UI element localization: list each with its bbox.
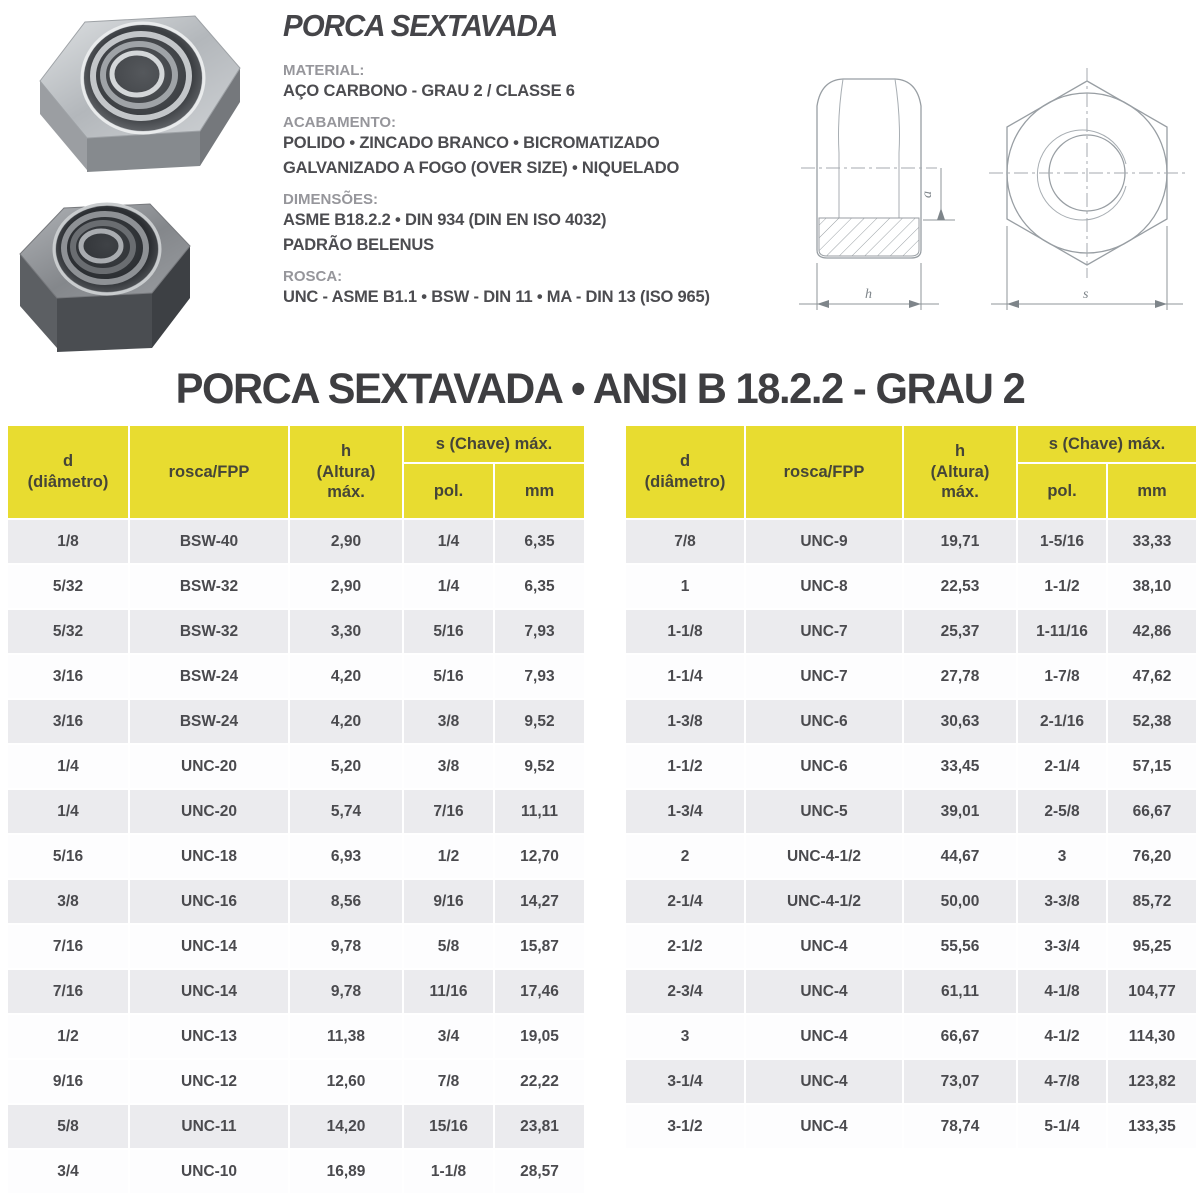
table-row	[8, 1015, 584, 1058]
cell-altura: 2,90	[290, 520, 402, 563]
cell-diameter: 2-3/4	[626, 970, 744, 1013]
cell-rosca: UNC-5	[746, 790, 902, 833]
cell-pol: 4-1/2	[1018, 1015, 1106, 1058]
cell-altura: 55,56	[904, 925, 1016, 968]
cell-pol: 9/16	[404, 880, 493, 923]
table-row	[8, 1105, 584, 1148]
cell-pol: 3	[1018, 835, 1106, 878]
right-table-body	[626, 520, 1196, 1148]
cell-mm: 52,38	[1108, 700, 1196, 743]
cell-altura: 4,20	[290, 700, 402, 743]
table-row	[8, 565, 584, 608]
product-photos	[0, 0, 270, 360]
cell-pol: 4-7/8	[1018, 1060, 1106, 1103]
cell-mm: 7,93	[495, 655, 584, 698]
thread-line: UNC - ASME B1.1 • BSW - DIN 11 • MA - DIN 13 (ISO 965)	[283, 287, 710, 306]
cell-diameter: 1/4	[8, 790, 128, 833]
cell-diameter: 1	[626, 565, 744, 608]
cell-rosca: UNC-11	[130, 1105, 288, 1148]
cell-mm: 17,46	[495, 970, 584, 1013]
cell-rosca: UNC-13	[130, 1015, 288, 1058]
cell-pol: 1/4	[404, 565, 493, 608]
table-row	[626, 835, 1196, 878]
cell-mm: 33,33	[1108, 520, 1196, 563]
table-row	[8, 745, 584, 788]
cell-rosca: UNC-4	[746, 970, 902, 1013]
table-row	[626, 1105, 1196, 1148]
cell-altura: 50,00	[904, 880, 1016, 923]
cell-altura: 19,71	[904, 520, 1016, 563]
cell-mm: 66,67	[1108, 790, 1196, 833]
cell-rosca: UNC-4-1/2	[746, 835, 902, 878]
cell-rosca: BSW-32	[130, 610, 288, 653]
cell-altura: 8,56	[290, 880, 402, 923]
cell-diameter: 2-1/4	[626, 880, 744, 923]
cell-altura: 11,38	[290, 1015, 402, 1058]
material-label: MATERIAL:	[283, 62, 365, 79]
cell-pol: 5/8	[404, 925, 493, 968]
cell-pol: 3-3/8	[1018, 880, 1106, 923]
cell-diameter: 3-1/4	[626, 1060, 744, 1103]
cell-altura: 39,01	[904, 790, 1016, 833]
cell-pol: 2-5/8	[1018, 790, 1106, 833]
cell-diameter: 9/16	[8, 1060, 128, 1103]
cell-rosca: UNC-9	[746, 520, 902, 563]
cell-altura: 73,07	[904, 1060, 1016, 1103]
cell-rosca: UNC-7	[746, 610, 902, 653]
cell-altura: 4,20	[290, 655, 402, 698]
cell-diameter: 1-1/2	[626, 745, 744, 788]
cell-rosca: UNC-4	[746, 1105, 902, 1148]
cell-altura: 30,63	[904, 700, 1016, 743]
cell-diameter: 1/8	[8, 520, 128, 563]
table-row	[8, 1060, 584, 1103]
table-row	[8, 970, 584, 1013]
header-altura: h (Altura) máx.	[290, 426, 402, 518]
cell-diameter: 7/8	[626, 520, 744, 563]
cell-rosca: UNC-12	[130, 1060, 288, 1103]
cell-altura: 3,30	[290, 610, 402, 653]
cell-pol: 1/4	[404, 520, 493, 563]
cell-diameter: 3/16	[8, 700, 128, 743]
header-mm: mm	[1108, 464, 1196, 518]
cell-diameter: 1/4	[8, 745, 128, 788]
table-row	[626, 520, 1196, 563]
table-row	[626, 745, 1196, 788]
hex-nut-photo-top	[25, 6, 255, 188]
header-rosca: rosca/FPP	[130, 426, 288, 518]
face-dimension-label: a	[920, 191, 935, 198]
table-row	[8, 835, 584, 878]
front-view-drawing	[975, 68, 1200, 318]
cell-mm: 12,70	[495, 835, 584, 878]
table-row	[8, 700, 584, 743]
cell-diameter: 5/8	[8, 1105, 128, 1148]
cell-rosca: UNC-18	[130, 835, 288, 878]
header-chave-group: s (Chave) máx.	[404, 426, 584, 462]
right-dimensions-table	[624, 424, 1198, 1150]
cell-rosca: UNC-14	[130, 925, 288, 968]
cell-mm: 76,20	[1108, 835, 1196, 878]
table-row	[626, 1015, 1196, 1058]
side-view-drawing	[795, 58, 960, 320]
cell-diameter: 2	[626, 835, 744, 878]
cell-rosca: BSW-40	[130, 520, 288, 563]
product-info	[283, 8, 823, 310]
cell-rosca: UNC-16	[130, 880, 288, 923]
finish-line-2: GALVANIZADO A FOGO (OVER SIZE) • NIQUELADO	[283, 159, 680, 178]
cell-altura: 27,78	[904, 655, 1016, 698]
cell-diameter: 3/16	[8, 655, 128, 698]
cell-mm: 114,30	[1108, 1015, 1196, 1058]
finish-label: ACABAMENTO:	[283, 113, 397, 131]
cell-altura: 78,74	[904, 1105, 1016, 1148]
cell-diameter: 5/32	[8, 610, 128, 653]
cell-mm: 6,35	[495, 520, 584, 563]
header-mm: mm	[495, 464, 584, 518]
cell-rosca: UNC-6	[746, 745, 902, 788]
table-row	[626, 1060, 1196, 1103]
cell-diameter: 1-3/8	[626, 700, 744, 743]
cell-rosca: UNC-20	[130, 745, 288, 788]
cell-pol: 1-1/8	[404, 1150, 493, 1193]
right-table-header	[626, 426, 1196, 518]
cell-rosca: UNC-20	[130, 790, 288, 833]
product-title: PORCA SEXTAVADA	[283, 8, 558, 43]
table-row	[626, 655, 1196, 698]
cell-diameter: 3/4	[8, 1150, 128, 1193]
cell-rosca: BSW-24	[130, 655, 288, 698]
dimensions-line-2: PADRÃO BELENUS	[283, 236, 434, 255]
cell-altura: 9,78	[290, 970, 402, 1013]
cell-altura: 12,60	[290, 1060, 402, 1103]
cell-pol: 1-5/16	[1018, 520, 1106, 563]
cell-pol: 11/16	[404, 970, 493, 1013]
cell-pol: 1-11/16	[1018, 610, 1106, 653]
cell-rosca: UNC-14	[130, 970, 288, 1013]
cell-rosca: UNC-4	[746, 925, 902, 968]
cell-diameter: 2-1/2	[626, 925, 744, 968]
cell-rosca: UNC-4-1/2	[746, 880, 902, 923]
cell-altura: 5,74	[290, 790, 402, 833]
table-row	[626, 610, 1196, 653]
cell-rosca: UNC-7	[746, 655, 902, 698]
table-row	[626, 790, 1196, 833]
cell-rosca: BSW-24	[130, 700, 288, 743]
header-diameter: d (diâmetro)	[626, 426, 744, 518]
cell-pol: 5-1/4	[1018, 1105, 1106, 1148]
cell-pol: 4-1/8	[1018, 970, 1106, 1013]
cell-altura: 66,67	[904, 1015, 1016, 1058]
cell-rosca: UNC-6	[746, 700, 902, 743]
cell-mm: 104,77	[1108, 970, 1196, 1013]
cell-pol: 7/16	[404, 790, 493, 833]
table-row	[8, 790, 584, 833]
table-row	[8, 1150, 584, 1193]
cell-mm: 9,52	[495, 700, 584, 743]
table-row	[626, 925, 1196, 968]
cell-mm: 47,62	[1108, 655, 1196, 698]
cell-pol: 3/8	[404, 745, 493, 788]
cell-pol: 3/4	[404, 1015, 493, 1058]
cell-mm: 85,72	[1108, 880, 1196, 923]
cell-mm: 57,15	[1108, 745, 1196, 788]
table-row	[8, 610, 584, 653]
cell-pol: 3/8	[404, 700, 493, 743]
cell-pol: 1/2	[404, 835, 493, 878]
cell-pol: 1-1/2	[1018, 565, 1106, 608]
cell-altura: 44,67	[904, 835, 1016, 878]
cell-diameter: 7/16	[8, 970, 128, 1013]
header-pol: pol.	[1018, 464, 1106, 518]
cell-altura: 16,89	[290, 1150, 402, 1193]
thread-label: ROSCA:	[283, 267, 343, 285]
banner-title: PORCA SEXTAVADA • ANSI B 18.2.2 - GRAU 2	[175, 365, 1025, 413]
cell-pol: 1-7/8	[1018, 655, 1106, 698]
cell-diameter: 3	[626, 1015, 744, 1058]
cell-altura: 25,37	[904, 610, 1016, 653]
cell-pol: 2-1/4	[1018, 745, 1106, 788]
cell-altura: 33,45	[904, 745, 1016, 788]
cell-altura: 6,93	[290, 835, 402, 878]
cell-mm: 123,82	[1108, 1060, 1196, 1103]
cell-pol: 5/16	[404, 610, 493, 653]
dimensions-label: DIMENSÕES:	[283, 190, 379, 208]
cell-rosca: UNC-4	[746, 1060, 902, 1103]
cell-mm: 133,35	[1108, 1105, 1196, 1148]
header-diameter: d (diâmetro)	[8, 426, 128, 518]
header-rosca: rosca/FPP	[746, 426, 902, 518]
cell-pol: 7/8	[404, 1060, 493, 1103]
cell-mm: 6,35	[495, 565, 584, 608]
left-table-header	[8, 426, 584, 518]
cell-rosca: UNC-10	[130, 1150, 288, 1193]
table-row	[8, 655, 584, 698]
cell-altura: 2,90	[290, 565, 402, 608]
cell-diameter: 1-3/4	[626, 790, 744, 833]
cell-rosca: BSW-32	[130, 565, 288, 608]
header-chave-group: s (Chave) máx.	[1018, 426, 1196, 462]
cell-altura: 14,20	[290, 1105, 402, 1148]
cell-diameter: 1-1/4	[626, 655, 744, 698]
cell-mm: 7,93	[495, 610, 584, 653]
cell-mm: 14,27	[495, 880, 584, 923]
cell-mm: 15,87	[495, 925, 584, 968]
table-row	[626, 880, 1196, 923]
cell-altura: 9,78	[290, 925, 402, 968]
header-pol: pol.	[404, 464, 493, 518]
finish-line-1: POLIDO • ZINCADO BRANCO • BICROMATIZADO	[283, 133, 660, 152]
table-row	[626, 970, 1196, 1013]
hex-nut-photo-bottom	[12, 196, 197, 356]
cell-mm: 9,52	[495, 745, 584, 788]
cell-pol: 3-3/4	[1018, 925, 1106, 968]
material-value: AÇO CARBONO - GRAU 2 / CLASSE 6	[283, 82, 575, 100]
left-table-body	[8, 520, 584, 1193]
cell-diameter: 1-1/8	[626, 610, 744, 653]
header-altura: h (Altura) máx.	[904, 426, 1016, 518]
cell-mm: 11,11	[495, 790, 584, 833]
cell-mm: 19,05	[495, 1015, 584, 1058]
width-dimension-label: s	[1083, 287, 1089, 302]
cell-pol: 2-1/16	[1018, 700, 1106, 743]
height-dimension-label: h	[865, 287, 872, 302]
cell-pol: 5/16	[404, 655, 493, 698]
cell-mm: 42,86	[1108, 610, 1196, 653]
cell-diameter: 5/16	[8, 835, 128, 878]
cell-pol: 15/16	[404, 1105, 493, 1148]
cell-altura: 61,11	[904, 970, 1016, 1013]
cell-mm: 23,81	[495, 1105, 584, 1148]
table-row	[8, 925, 584, 968]
table-row	[626, 565, 1196, 608]
cell-diameter: 3/8	[8, 880, 128, 923]
cell-mm: 95,25	[1108, 925, 1196, 968]
table-row	[8, 520, 584, 563]
cell-diameter: 3-1/2	[626, 1105, 744, 1148]
cell-altura: 22,53	[904, 565, 1016, 608]
cell-diameter: 1/2	[8, 1015, 128, 1058]
cell-mm: 28,57	[495, 1150, 584, 1193]
cell-rosca: UNC-4	[746, 1015, 902, 1058]
cell-mm: 38,10	[1108, 565, 1196, 608]
table-row	[8, 880, 584, 923]
cell-diameter: 5/32	[8, 565, 128, 608]
left-dimensions-table	[6, 424, 586, 1195]
cell-diameter: 7/16	[8, 925, 128, 968]
table-row	[626, 700, 1196, 743]
cell-rosca: UNC-8	[746, 565, 902, 608]
dimensions-line-1: ASME B18.2.2 • DIN 934 (DIN EN ISO 4032)	[283, 210, 607, 229]
cell-mm: 22,22	[495, 1060, 584, 1103]
cell-altura: 5,20	[290, 745, 402, 788]
